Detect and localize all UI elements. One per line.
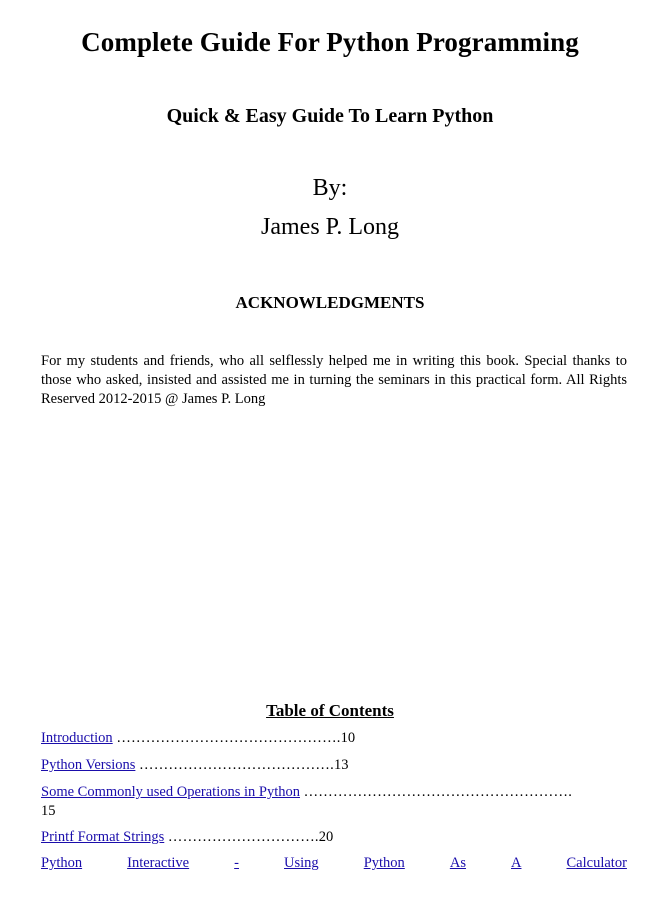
toc-link-python-versions[interactable]: Python Versions [41, 757, 136, 773]
toc-entry-interactive-calculator[interactable] [41, 853, 627, 873]
toc-entry-introduction [41, 728, 355, 748]
toc-link-printf-format[interactable]: Printf Format Strings [41, 829, 165, 845]
toc-link-word[interactable]: Using [284, 855, 319, 871]
toc-page-number: 10 [340, 730, 356, 746]
toc-page-number: 13 [333, 757, 349, 773]
toc-page-number: 15 [41, 803, 56, 819]
toc-page-number: 20 [318, 829, 334, 845]
author-name: James P. Long [261, 214, 399, 240]
toc-entry-common-operations [41, 782, 627, 802]
toc-link-word[interactable]: Calculator [566, 855, 627, 871]
toc-link-word[interactable]: Interactive [127, 855, 190, 871]
acknowledgments-text: For my students and friends, who all selflessly helped me in writing this book. Special thanks to those who asked, insisted and assisted me in turning the seminars in this practical form. All Rights Reserved 2012-2015 @ James P. Long [41, 353, 627, 407]
toc-heading: Table of Contents [266, 701, 394, 720]
toc-dots: …………………………. [167, 829, 319, 845]
toc-link-word[interactable]: A [511, 855, 522, 871]
toc-entry-printf-format [41, 827, 333, 847]
toc-link-word[interactable]: - [234, 855, 239, 871]
toc-link-word[interactable]: Python [363, 855, 405, 871]
toc-dots: ………………………………………. [116, 730, 341, 746]
book-subtitle: Quick & Easy Guide To Learn Python [166, 105, 494, 127]
toc-entry-python-versions [41, 755, 348, 775]
toc-link-common-operations[interactable]: Some Commonly used Operations in Python [41, 784, 300, 800]
toc-entry-common-operations-page [41, 801, 56, 821]
toc-link-word[interactable]: Python [41, 855, 83, 871]
toc-dots: …………………………………. [139, 757, 334, 773]
acknowledgments-heading: ACKNOWLEDGMENTS [235, 293, 425, 312]
by-label: By: [312, 175, 348, 201]
toc-dots: ………………………………………………. [303, 784, 573, 800]
toc-link-word[interactable]: As [449, 855, 466, 871]
toc-link-introduction[interactable]: Introduction [41, 730, 113, 746]
book-title: Complete Guide For Python Programming [81, 27, 579, 57]
